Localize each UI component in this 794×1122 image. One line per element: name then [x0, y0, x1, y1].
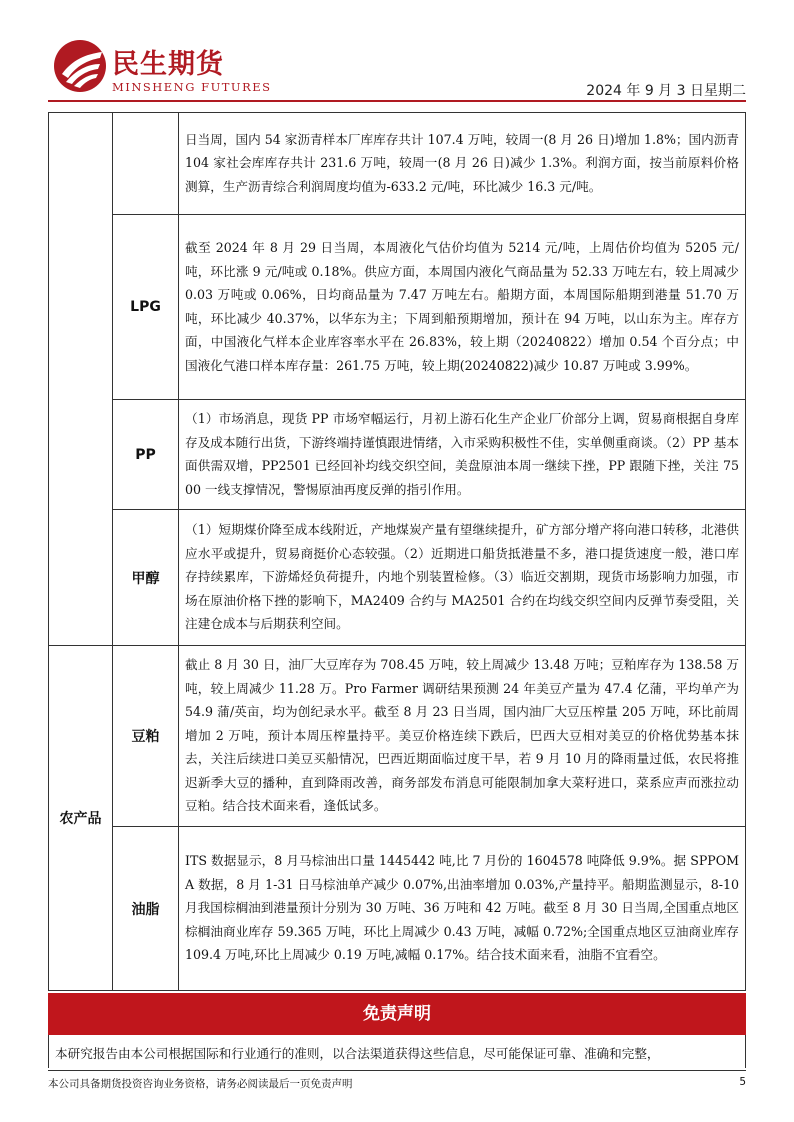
sub-label-cell: 油脂: [113, 827, 179, 991]
commentary-text: ITS 数据显示，8 月马棕油出口量 1445442 吨,比 7 月份的 1604578 吨降低 9.9%。据 SPPOMA 数据，8 月 1-31 日马棕油单产减少 0.07%,出油率增加 0.03%,产量持平。船期监测显示，8-10 月我国棕榈油到港量预计分别为 30 万吨、36 万吨和 42 万吨。截至 8 月 30 日当周,全国重点地区棕榈油商业库存 59.365 万吨，环比上周减少 0.43 万吨，减幅 0.72%;全国重点地区豆油商业库存 109.4 万吨,环比上周减少 0.19 万吨,减幅 0.17%。结合技术面来看，油脂不宜看空。: [179, 827, 746, 991]
sub-label-cell: LPG: [113, 215, 179, 400]
sub-label-cell: PP: [113, 400, 179, 510]
header-divider: [48, 100, 746, 102]
commentary-table: [48, 112, 746, 991]
sub-label-cell: 甲醇: [113, 510, 179, 646]
table-row: [49, 113, 746, 215]
commentary-text: （1）短期煤价降至成本线附近，产地煤炭产量有望继续提升，矿方部分增产将向港口转移，北港供应水平或提升，贸易商挺价心态较强。（2）近期进口船货抵港量不多，港口提货速度一般，港口库存持续累库，下游烯烃负荷提升，内地个别装置检修。（3）临近交割期，现货市场影响力加强，市场在原油价格下挫的影响下，MA2409 合约与 MA2501 合约在均线交织空间内反弹节奏受阻，关注建仓成本与后期获利空间。: [179, 510, 746, 646]
table-row: [49, 400, 746, 510]
table-row: [49, 215, 746, 400]
disclaimer-text: 本研究报告由本公司根据国际和行业通行的准则，以合法渠道获得这些信息，尽可能保证可靠、准确和完整，: [48, 1035, 746, 1068]
sub-label-cell: 豆粕: [113, 646, 179, 827]
commentary-text: （1）市场消息，现货 PP 市场窄幅运行，月初上游石化生产企业厂价部分上调，贸易商根据自身库存及成本随行出货，下游终端持谨慎跟进情绪，入市采购积极性不佳，实单侧重商谈。（2）PP 基本面供需双增，PP2501 已经回补均线交织空间，美盘原油本周一继续下挫，PP 跟随下挫，关注 7500 一线支撑情况，警惕原油再度反弹的指引作用。: [179, 400, 746, 510]
brand-name-cn: 民生期货: [112, 49, 224, 80]
commentary-text: 截至 2024 年 8 月 29 日当周，本周液化气估价均值为 5214 元/吨，上周估价均值为 5205 元/吨，环比涨 9 元/吨或 0.18%。供应方面，本周国内液化气商品量为 52.33 万吨左右，较上周减少 0.03 万吨或 0.06%，日均商品量为 7.47 万吨左右。船期方面，本周国际船期到港量 51.70 万吨，环比减少 40.37%，以华东为主；下周到船预期增加，预计在 94 万吨，以山东为主。库存方面，中国液化气样本企业库容率水平在 26.83%，较上期（20240822）增加 0.54 个百分点；中国液化气港口样本库存量：261.75 万吨，较上期(20240822)减少 10.87 万吨或 3.99%。: [179, 215, 746, 400]
table-row: [49, 646, 746, 827]
report-date: 2024 年 9 月 3 日星期二: [586, 83, 746, 99]
page-number: 5: [739, 1076, 746, 1088]
page-header: [48, 38, 746, 100]
table-row: [49, 827, 746, 991]
sub-label-cell: [113, 113, 179, 215]
footer-note: 本公司具备期货投资咨询业务资格，请务必阅读最后一页免责声明: [48, 1078, 353, 1090]
category-agri: 农产品: [49, 646, 113, 991]
commentary-text: 截止 8 月 30 日，油厂大豆库存为 708.45 万吨，较上周减少 13.48 万吨；豆粕库存为 138.58 万吨，较上周减少 11.28 万。Pro Farmer 调研结果预测 24 年美豆产量为 47.4 亿蒲，平均单产为 54.9 蒲/英亩，均为创纪录水平。截至 8 月 23 日当周，国内油厂大豆压榨量 205 万吨，环比前周增加 2 万吨，预计本周压榨量持平。美豆价格连续下跌后，巴西大豆相对美豆的价格优势基本抹去，关注后续进口美豆买船情况，巴西近期面临过度干旱，若 9 月 10 月的降雨量过低，农民将推迟新季大豆的播种，直到降雨改善，商务部发布消息可能限制加拿大菜籽进口，菜系应声而涨拉动豆粕。结合技术面来看，逢低试多。: [179, 646, 746, 827]
minsheng-logo-icon: [52, 38, 108, 94]
commentary-text: 日当周，国内 54 家沥青样本厂库库存共计 107.4 万吨，较周一(8 月 26 日)增加 1.8%；国内沥青 104 家社会库库存共计 231.6 万吨，较周一(8 月 26 日)减少 1.3%。利润方面，按当前原料价格测算，生产沥青综合利润周度均值为-633.2 元/吨，环比减少 16.3 元/吨。: [179, 113, 746, 215]
footer-divider: [48, 1070, 746, 1071]
brand-name-en: MINSHENG FUTURES: [112, 80, 272, 94]
category-cell: [49, 113, 113, 646]
disclaimer-title: 免责声明: [48, 993, 746, 1035]
table-row: [49, 510, 746, 646]
